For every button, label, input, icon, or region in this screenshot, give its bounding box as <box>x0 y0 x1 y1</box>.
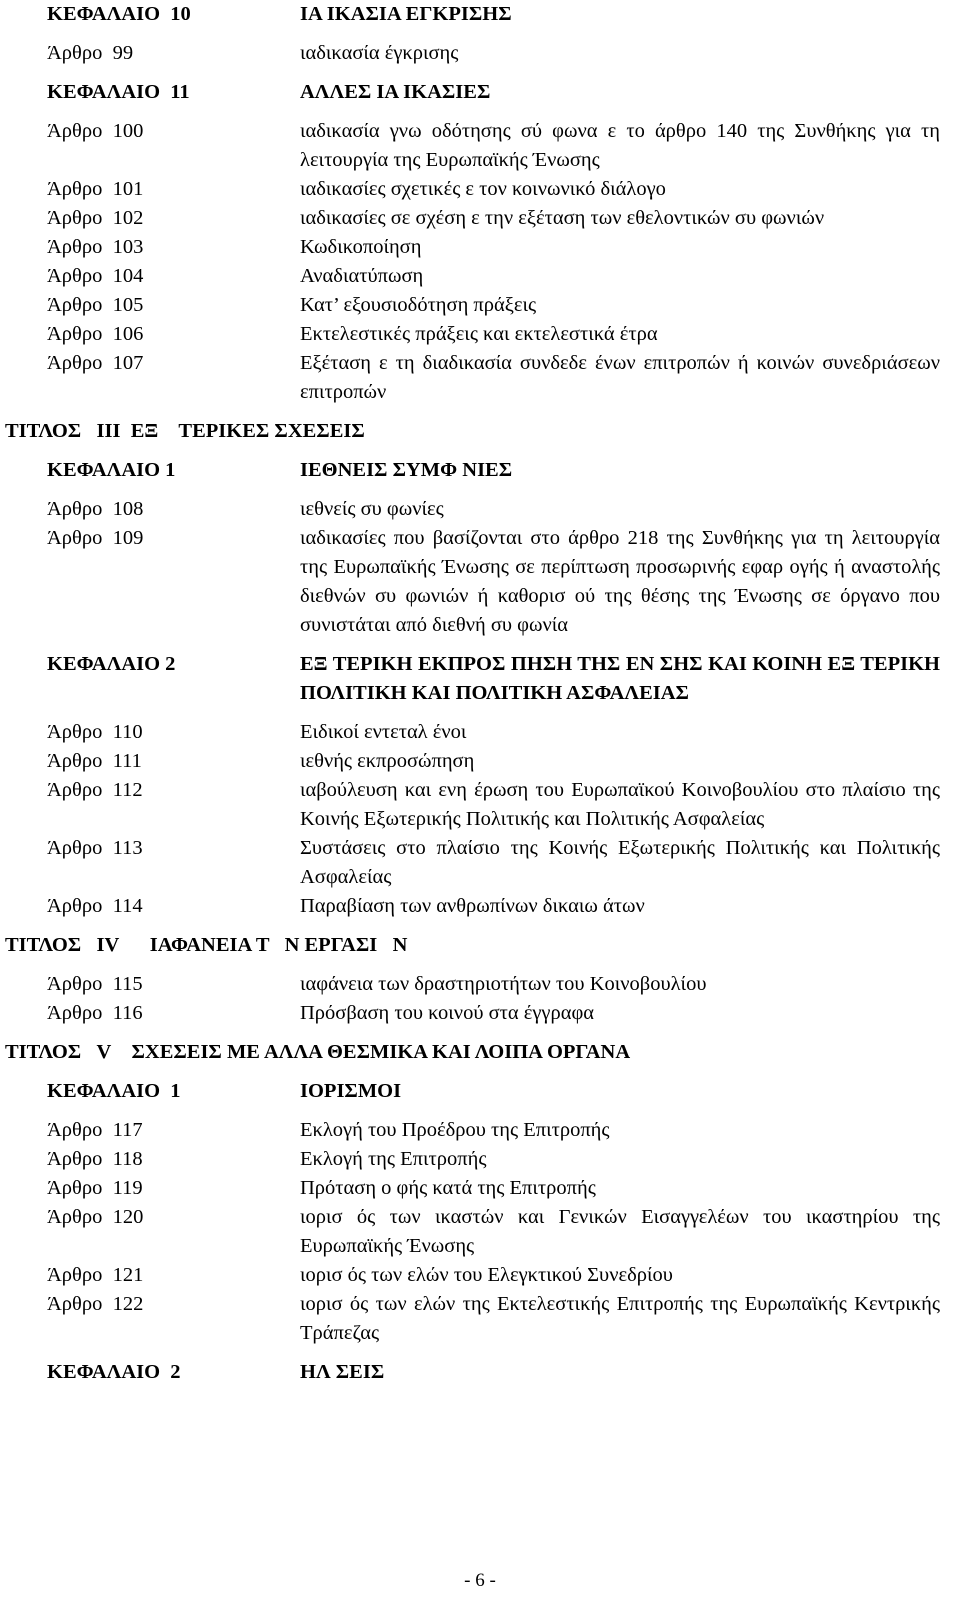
article-row <box>0 175 960 204</box>
article-title: ιεθνείς συ φωνίες <box>300 498 444 520</box>
article-row <box>0 1174 960 1203</box>
article-number: Άρθρο 105 <box>47 294 144 316</box>
article-title: ιορισ ός των ελών της Εκτελεστικής Επιτροπής της Ευρωπαϊκής Κεντρικής Τράπεζας <box>300 1293 940 1344</box>
article-row <box>0 747 960 776</box>
article-row <box>0 892 960 921</box>
article-number: Άρθρο 110 <box>47 721 143 743</box>
article-number: Άρθρο 119 <box>47 1177 143 1199</box>
article-title: ιαδικασίες που βασίζονται στο άρθρο 218 της Συνθήκης για τη λειτουργία της Ευρωπαϊκής Ένωσης σε περίπτωση προσωρινής εφαρ ογής ή αναστολής διεθνών συ φωνιών ή καθορισ ού της θέσης της Ένωσης σε όργανο που συνιστάται από διεθνή συ φωνία <box>300 527 940 636</box>
article-row <box>0 1145 960 1174</box>
chapter-number: ΚΕΦΑΛΑΙΟ 11 <box>47 81 190 103</box>
article-title: Παραβίαση των ανθρωπίνων δικαιω άτων <box>300 895 645 917</box>
chapter-heading: ΕΞ ΤΕΡΙΚΗ ΕΚΠΡΟΣ ΠΗΣΗ ΤΗΣ ΕΝ ΣΗΣ ΚΑΙ ΚΟΙΝΗ ΕΞ ΤΕΡΙΚΗ ΠΟΛΙΤΙΚΗ ΚΑΙ ΠΟΛΙΤΙΚΗ ΑΣΦΑΛΕΙΑΣ <box>300 653 940 704</box>
article-title: Ειδικοί εντεταλ ένοι <box>300 721 467 743</box>
article-number: Άρθρο 120 <box>47 1206 144 1228</box>
article-title: ιεθνής εκπροσώπηση <box>300 750 475 772</box>
chapter-row <box>0 1358 960 1387</box>
article-row <box>0 349 960 407</box>
chapter-number: ΚΕΦΑΛΑΙΟ 10 <box>47 3 191 25</box>
article-row <box>0 320 960 349</box>
chapter-row <box>0 1077 960 1106</box>
article-row <box>0 204 960 233</box>
chapter-row <box>0 650 960 708</box>
article-row <box>0 1261 960 1290</box>
article-row <box>0 233 960 262</box>
article-number: Άρθρο 111 <box>47 750 142 772</box>
article-number: Άρθρο 114 <box>47 895 143 917</box>
article-number: Άρθρο 99 <box>47 42 134 64</box>
article-number: Άρθρο 122 <box>47 1293 144 1315</box>
article-title: ιαδικασίες σε σχέση ε την εξέταση των εθελοντικών συ φωνιών <box>300 207 825 229</box>
article-row <box>0 291 960 320</box>
page-number: - 6 - <box>464 1570 496 1591</box>
article-title: Αναδιατύπωση <box>300 265 424 287</box>
chapter-number: ΚΕΦΑΛΑΙΟ 2 <box>47 1361 181 1383</box>
title-heading: ΤΙΤΛΟΣ V ΣΧΕΣΕΙΣ ΜΕ ΑΛΛΑ ΘΕΣΜΙΚΑ ΚΑΙ ΛΟΙΠΑ ΟΡΓΑΝΑ <box>5 1041 631 1063</box>
article-title: ιαδικασία γνω οδότησης σύ φωνα ε το άρθρο 140 της Συνθήκης για τη λειτουργία της Ευρωπαϊκής Ένωσης <box>300 120 940 171</box>
article-row <box>0 776 960 834</box>
article-number: Άρθρο 121 <box>47 1264 144 1286</box>
article-row <box>0 1290 960 1348</box>
chapter-heading: ΗΛ ΣΕΙΣ <box>300 1361 385 1383</box>
article-title: Πρόσβαση του κοινού στα έγγραφα <box>300 1002 595 1024</box>
chapter-number: ΚΕΦΑΛΑΙΟ 1 <box>47 459 176 481</box>
article-row <box>0 999 960 1028</box>
article-number: Άρθρο 101 <box>47 178 144 200</box>
article-title: Συστάσεις στο πλαίσιο της Κοινής Εξωτερικής Πολιτικής και Πολιτικής Ασφαλείας <box>300 837 940 888</box>
article-title: ιαβούλευση και ενη έρωση του Ευρωπαϊκού Κοινοβουλίου στο πλαίσιο της Κοινής Εξωτερικής Πολιτικής και Πολιτικής Ασφαλείας <box>300 779 940 830</box>
chapter-row <box>0 456 960 485</box>
article-number: Άρθρο 116 <box>47 1002 143 1024</box>
chapter-number: ΚΕΦΑΛΑΙΟ 1 <box>47 1080 181 1102</box>
chapter-heading: ΑΛΛΕΣ ΙΑ ΙΚΑΣΙΕΣ <box>300 81 491 103</box>
title-heading: ΤΙΤΛΟΣ IV ΙΑΦΑΝΕΙΑ Τ Ν ΕΡΓΑΣΙ Ν <box>5 934 408 956</box>
article-title: Εκλογή του Προέδρου της Επιτροπής <box>300 1119 610 1141</box>
article-number: Άρθρο 100 <box>47 120 144 142</box>
title-heading: ΤΙΤΛΟΣ III ΕΞ ΤΕΡΙΚΕΣ ΣΧΕΣΕΙΣ <box>5 420 365 442</box>
chapter-heading: ΙΑ ΙΚΑΣΙΑ ΕΓΚΡΙΣΗΣ <box>300 3 512 25</box>
article-title: Κατ’ εξουσιοδότηση πράξεις <box>300 294 537 316</box>
article-title: Εκλογή της Επιτροπής <box>300 1148 487 1170</box>
article-row <box>0 834 960 892</box>
article-title: ιαδικασίες σχετικές ε τον κοινωνικό διάλογο <box>300 178 666 200</box>
article-title: Εξέταση ε τη διαδικασία συνδεδε ένων επιτροπών ή κοινών συνεδριάσεων επιτροπών <box>300 352 940 403</box>
article-number: Άρθρο 103 <box>47 236 144 258</box>
article-row <box>0 1116 960 1145</box>
article-number: Άρθρο 117 <box>47 1119 143 1141</box>
article-number: Άρθρο 118 <box>47 1148 143 1170</box>
article-row <box>0 39 960 68</box>
article-number: Άρθρο 104 <box>47 265 144 287</box>
article-row <box>0 718 960 747</box>
article-title: Εκτελεστικές πράξεις και εκτελεστικά έτρα <box>300 323 658 345</box>
chapter-number: ΚΕΦΑΛΑΙΟ 2 <box>47 653 176 675</box>
chapter-row <box>0 78 960 107</box>
article-title: ιαδικασία έγκρισης <box>300 42 459 64</box>
article-title: Πρόταση ο φής κατά της Επιτροπής <box>300 1177 596 1199</box>
article-row <box>0 524 960 640</box>
article-row <box>0 262 960 291</box>
article-row <box>0 495 960 524</box>
article-number: Άρθρο 102 <box>47 207 144 229</box>
article-title: Κωδικοποίηση <box>300 236 422 258</box>
article-row <box>0 1203 960 1261</box>
article-number: Άρθρο 109 <box>47 527 144 549</box>
article-row <box>0 970 960 999</box>
article-number: Άρθρο 113 <box>47 837 143 859</box>
article-number: Άρθρο 107 <box>47 352 144 374</box>
chapter-heading: ΙΟΡΙΣΜΟΙ <box>300 1080 402 1102</box>
article-row <box>0 117 960 175</box>
article-title: ιορισ ός των ικαστών και Γενικών Εισαγγελέων του ικαστηρίου της Ευρωπαϊκής Ένωσης <box>300 1206 940 1257</box>
chapter-heading: ΙΕΘΝΕΙΣ ΣΥΜΦ ΝΙΕΣ <box>300 459 513 481</box>
article-number: Άρθρο 108 <box>47 498 144 520</box>
chapter-row <box>0 0 960 29</box>
article-number: Άρθρο 115 <box>47 973 143 995</box>
article-title: ιαφάνεια των δραστηριοτήτων του Κοινοβουλίου <box>300 973 707 995</box>
article-title: ιορισ ός των ελών του Ελεγκτικού Συνεδρίου <box>300 1264 673 1286</box>
article-number: Άρθρο 112 <box>47 779 143 801</box>
article-number: Άρθρο 106 <box>47 323 144 345</box>
